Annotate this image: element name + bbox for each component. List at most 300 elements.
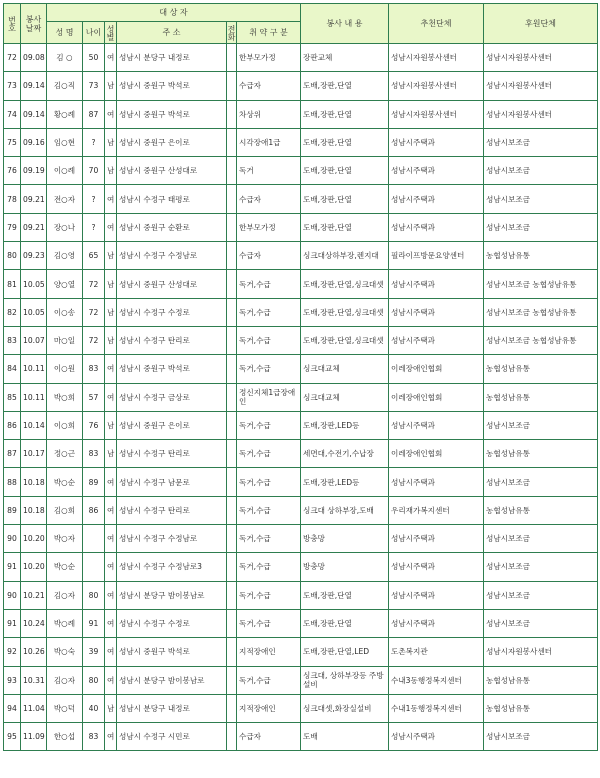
cell-recommender: 성남시주택과 (389, 298, 484, 326)
cell-date: 10.17 (21, 440, 47, 468)
cell-service: 도배,장판,단열 (301, 100, 389, 128)
cell-category: 독거,수급 (237, 270, 301, 298)
table-row (4, 581, 598, 609)
cell-service: 싱크대교체 (301, 383, 389, 411)
table-body (4, 44, 598, 751)
cell-category: 시각장애1급 (237, 128, 301, 156)
table-row (4, 298, 598, 326)
cell-no: 83 (4, 326, 21, 354)
header-no: 번호 (4, 4, 21, 44)
cell-service: 싱크대, 상하부장등 주방설비 (301, 666, 389, 694)
table-row (4, 128, 598, 156)
cell-no: 82 (4, 298, 21, 326)
cell-phone (227, 553, 237, 581)
cell-phone (227, 723, 237, 751)
cell-sex: 여 (105, 723, 117, 751)
cell-name: 박○자 (47, 525, 83, 553)
cell-no: 90 (4, 581, 21, 609)
cell-recommender: 성남시주택과 (389, 723, 484, 751)
cell-service: 도배,장판,단열 (301, 609, 389, 637)
cell-service: 도배,장판,단열 (301, 157, 389, 185)
cell-sponsor: 성남시보조금 (484, 581, 598, 609)
header-age: 나이 (83, 22, 105, 44)
cell-address: 성남시 중원구 은이로 (117, 411, 227, 439)
cell-sex: 여 (105, 525, 117, 553)
cell-address: 성남시 중원구 박석로 (117, 100, 227, 128)
cell-category: 수급자 (237, 242, 301, 270)
cell-sponsor: 성남시보조금 (484, 525, 598, 553)
cell-category: 독거,수급 (237, 468, 301, 496)
cell-age: ? (83, 128, 105, 156)
cell-name: 이○례 (47, 157, 83, 185)
cell-sponsor: 성남시보조금 (484, 609, 598, 637)
cell-sponsor: 성남시보조금 (484, 723, 598, 751)
cell-recommender: 이레장애인협회 (389, 440, 484, 468)
cell-sex: 남 (105, 270, 117, 298)
cell-category: 독거,수급 (237, 440, 301, 468)
table-row (4, 694, 598, 722)
table-row (4, 157, 598, 185)
cell-sex: 남 (105, 326, 117, 354)
cell-sex: 남 (105, 72, 117, 100)
cell-address: 성남시 수정구 수정남로 (117, 525, 227, 553)
table-row (4, 525, 598, 553)
table-row (4, 723, 598, 751)
cell-category: 독거,수급 (237, 581, 301, 609)
cell-sex: 여 (105, 355, 117, 383)
cell-address: 성남시 수정구 수정로 (117, 298, 227, 326)
cell-sponsor: 성남시자원봉사센터 (484, 44, 598, 72)
cell-no: 88 (4, 468, 21, 496)
cell-age: 72 (83, 298, 105, 326)
cell-address: 성남시 중원구 산성대로 (117, 270, 227, 298)
cell-no: 90 (4, 525, 21, 553)
cell-phone (227, 44, 237, 72)
table-row (4, 185, 598, 213)
cell-recommender: 성남시주택과 (389, 581, 484, 609)
table-row (4, 213, 598, 241)
cell-service: 싱크대상하부장,렌지대 (301, 242, 389, 270)
header-recommender: 추천단체 (389, 4, 484, 44)
cell-name: 이○송 (47, 298, 83, 326)
cell-date: 10.21 (21, 581, 47, 609)
cell-name: 박○례 (47, 609, 83, 637)
cell-category: 수급자 (237, 72, 301, 100)
cell-category: 독거,수급 (237, 355, 301, 383)
header-name: 성 명 (47, 22, 83, 44)
cell-sponsor: 농협성남유통 (484, 242, 598, 270)
cell-name: 김○영 (47, 242, 83, 270)
cell-name: 박○숙 (47, 638, 83, 666)
cell-recommender: 성남시주택과 (389, 128, 484, 156)
cell-date: 10.07 (21, 326, 47, 354)
cell-sponsor: 성남시자원봉사센터 (484, 100, 598, 128)
cell-name: 이○희 (47, 411, 83, 439)
table-header (4, 4, 598, 44)
cell-address: 성남시 수정구 금상로 (117, 383, 227, 411)
cell-category: 수급자 (237, 723, 301, 751)
cell-service: 도배,장판,단열,LED (301, 638, 389, 666)
cell-sponsor: 성남시보조금 (484, 128, 598, 156)
cell-address: 성남시 분당구 밤이봉남로 (117, 666, 227, 694)
cell-phone (227, 411, 237, 439)
cell-address: 성남시 중원구 박석로 (117, 72, 227, 100)
header-date: 봉사 날짜 (21, 4, 47, 44)
cell-age: ? (83, 185, 105, 213)
cell-age: 83 (83, 723, 105, 751)
cell-age: 40 (83, 694, 105, 722)
cell-sponsor: 농협성남유통 (484, 355, 598, 383)
cell-category: 지적장애인 (237, 694, 301, 722)
cell-address: 성남시 수정구 탄리로 (117, 440, 227, 468)
cell-sex: 여 (105, 44, 117, 72)
cell-no: 94 (4, 694, 21, 722)
cell-age: ? (83, 213, 105, 241)
cell-recommender: 우리재가복지센터 (389, 496, 484, 524)
cell-phone (227, 213, 237, 241)
cell-sponsor: 농협성남유통 (484, 440, 598, 468)
cell-age: 39 (83, 638, 105, 666)
table-row (4, 355, 598, 383)
cell-address: 성남시 수정구 남문로 (117, 468, 227, 496)
cell-phone (227, 440, 237, 468)
cell-recommender: 성남시주택과 (389, 270, 484, 298)
cell-no: 76 (4, 157, 21, 185)
cell-name: 박○순 (47, 553, 83, 581)
cell-name: 장○나 (47, 213, 83, 241)
cell-sex: 남 (105, 157, 117, 185)
cell-date: 10.05 (21, 270, 47, 298)
cell-name: 김○희 (47, 496, 83, 524)
cell-sex: 여 (105, 185, 117, 213)
cell-sex: 여 (105, 553, 117, 581)
cell-age: 89 (83, 468, 105, 496)
cell-address: 성남시 중원구 산성대로 (117, 157, 227, 185)
cell-recommender: 성남시주택과 (389, 411, 484, 439)
cell-service: 세면대,수전기,수납장 (301, 440, 389, 468)
cell-no: 81 (4, 270, 21, 298)
cell-phone (227, 128, 237, 156)
cell-sponsor: 농협성남유통 (484, 496, 598, 524)
header-category: 취 약 구 분 (237, 22, 301, 44)
table-row (4, 326, 598, 354)
cell-phone (227, 496, 237, 524)
cell-sponsor: 농협성남유통 (484, 694, 598, 722)
cell-age: 83 (83, 440, 105, 468)
cell-no: 80 (4, 242, 21, 270)
cell-sponsor: 성남시보조금 (484, 553, 598, 581)
cell-no: 74 (4, 100, 21, 128)
cell-sex: 남 (105, 298, 117, 326)
cell-name: 마○일 (47, 326, 83, 354)
cell-address: 성남시 수정구 수정남로 (117, 242, 227, 270)
header-sponsor: 후원단체 (484, 4, 598, 44)
cell-sponsor: 성남시보조금 (484, 185, 598, 213)
cell-phone (227, 185, 237, 213)
cell-service: 싱크대 상하부장,도배 (301, 496, 389, 524)
cell-phone (227, 100, 237, 128)
cell-age: 72 (83, 270, 105, 298)
cell-address: 성남시 수정구 수정로 (117, 609, 227, 637)
cell-service: 도배,장판,LED등 (301, 411, 389, 439)
cell-age: 70 (83, 157, 105, 185)
cell-date: 10.31 (21, 666, 47, 694)
cell-recommender: 성남시자원봉사센터 (389, 72, 484, 100)
cell-service: 도배,장판,단열 (301, 185, 389, 213)
header-address: 주 소 (117, 22, 227, 44)
cell-recommender: 성남시주택과 (389, 213, 484, 241)
cell-date: 10.18 (21, 496, 47, 524)
cell-name: 김 ○ (47, 44, 83, 72)
cell-date: 10.24 (21, 609, 47, 637)
cell-sponsor: 성남시보조금 농협성남유통 (484, 326, 598, 354)
cell-age (83, 525, 105, 553)
cell-sponsor: 농협성남유통 (484, 666, 598, 694)
cell-date: 09.23 (21, 242, 47, 270)
cell-phone (227, 383, 237, 411)
cell-name: 김○자 (47, 581, 83, 609)
cell-recommender: 이레장애인협회 (389, 355, 484, 383)
cell-recommender: 수내1동행정복지센터 (389, 694, 484, 722)
table-row (4, 496, 598, 524)
cell-service: 도배 (301, 723, 389, 751)
cell-date: 09.21 (21, 185, 47, 213)
cell-age: 76 (83, 411, 105, 439)
cell-phone (227, 525, 237, 553)
cell-sponsor: 성남시보조금 (484, 411, 598, 439)
cell-category: 독거,수급 (237, 326, 301, 354)
cell-sex: 여 (105, 666, 117, 694)
cell-phone (227, 157, 237, 185)
cell-age: 65 (83, 242, 105, 270)
cell-date: 09.21 (21, 213, 47, 241)
cell-category: 독거,수급 (237, 298, 301, 326)
cell-service: 도배,장판,단열 (301, 72, 389, 100)
cell-date: 10.18 (21, 468, 47, 496)
cell-phone (227, 270, 237, 298)
cell-date: 10.11 (21, 355, 47, 383)
cell-service: 도배,장판,LED등 (301, 468, 389, 496)
cell-recommender: 성남시주택과 (389, 609, 484, 637)
cell-recommender: 성남시주택과 (389, 157, 484, 185)
document-page (3, 3, 597, 751)
cell-category: 독거,수급 (237, 609, 301, 637)
cell-age: 73 (83, 72, 105, 100)
cell-date: 10.14 (21, 411, 47, 439)
cell-recommender: 성남시자원봉사센터 (389, 44, 484, 72)
cell-address: 성남시 중원구 순환로 (117, 213, 227, 241)
cell-address: 성남시 수정구 탄리로 (117, 326, 227, 354)
cell-age: 91 (83, 609, 105, 637)
cell-address: 성남시 수정구 시민로 (117, 723, 227, 751)
header-service: 봉사 내 용 (301, 4, 389, 44)
cell-name: 박○순 (47, 468, 83, 496)
cell-age: 57 (83, 383, 105, 411)
cell-sponsor: 농협성남유통 (484, 383, 598, 411)
cell-service: 도배,장판,단열,싱크대셋 (301, 270, 389, 298)
cell-date: 09.14 (21, 100, 47, 128)
cell-sex: 남 (105, 694, 117, 722)
cell-recommender: 성남시주택과 (389, 525, 484, 553)
cell-address: 성남시 수정구 수정남로3 (117, 553, 227, 581)
cell-recommender: 필라이프방문요양센터 (389, 242, 484, 270)
cell-no: 93 (4, 666, 21, 694)
cell-category: 차상위 (237, 100, 301, 128)
table-row (4, 666, 598, 694)
cell-category: 한부모가정 (237, 213, 301, 241)
cell-phone (227, 72, 237, 100)
cell-date: 11.09 (21, 723, 47, 751)
cell-recommender: 도촌복지관 (389, 638, 484, 666)
cell-category: 독거,수급 (237, 525, 301, 553)
cell-no: 87 (4, 440, 21, 468)
cell-sex: 남 (105, 128, 117, 156)
cell-no: 79 (4, 213, 21, 241)
table-row (4, 440, 598, 468)
cell-address: 성남시 분당구 밤이봉남로 (117, 581, 227, 609)
table-row (4, 383, 598, 411)
cell-no: 92 (4, 638, 21, 666)
header-target-group: 대 상 자 (47, 4, 301, 22)
cell-recommender: 이레장애인협회 (389, 383, 484, 411)
cell-category: 독거,수급 (237, 496, 301, 524)
cell-name: 김○직 (47, 72, 83, 100)
cell-address: 성남시 중원구 은이로 (117, 128, 227, 156)
cell-category: 수급자 (237, 185, 301, 213)
cell-sponsor: 성남시자원봉사센터 (484, 72, 598, 100)
cell-category: 지적장애인 (237, 638, 301, 666)
cell-name: 임○현 (47, 128, 83, 156)
cell-age: 72 (83, 326, 105, 354)
cell-service: 도배,장판,단열 (301, 128, 389, 156)
cell-service: 도배,장판,단열,싱크대셋 (301, 326, 389, 354)
cell-age: 50 (83, 44, 105, 72)
cell-address: 성남시 중원구 박석로 (117, 355, 227, 383)
cell-no: 73 (4, 72, 21, 100)
header-sex: 성별 (105, 22, 117, 44)
cell-sex: 남 (105, 440, 117, 468)
cell-category: 독거,수급 (237, 553, 301, 581)
table-row (4, 72, 598, 100)
cell-no: 86 (4, 411, 21, 439)
cell-service: 방충망 (301, 553, 389, 581)
cell-name: 박○희 (47, 383, 83, 411)
cell-address: 성남시 수정구 탄리로 (117, 496, 227, 524)
cell-recommender: 성남시주택과 (389, 185, 484, 213)
cell-sponsor: 성남시보조금 농협성남유통 (484, 270, 598, 298)
cell-name: 정○근 (47, 440, 83, 468)
cell-no: 85 (4, 383, 21, 411)
cell-sex: 여 (105, 581, 117, 609)
cell-no: 72 (4, 44, 21, 72)
cell-phone (227, 468, 237, 496)
cell-sponsor: 성남시보조금 농협성남유통 (484, 298, 598, 326)
cell-age: 86 (83, 496, 105, 524)
cell-phone (227, 666, 237, 694)
cell-address: 성남시 분당구 내정로 (117, 44, 227, 72)
cell-date: 09.14 (21, 72, 47, 100)
cell-no: 91 (4, 553, 21, 581)
cell-service: 도배,장판,단열 (301, 213, 389, 241)
cell-date: 11.04 (21, 694, 47, 722)
cell-sex: 여 (105, 496, 117, 524)
cell-name: 박○덕 (47, 694, 83, 722)
cell-sponsor: 성남시보조금 (484, 468, 598, 496)
cell-phone (227, 298, 237, 326)
cell-category: 독거,수급 (237, 666, 301, 694)
cell-no: 84 (4, 355, 21, 383)
cell-no: 78 (4, 185, 21, 213)
cell-sex: 여 (105, 609, 117, 637)
cell-address: 성남시 수정구 태평로 (117, 185, 227, 213)
cell-phone (227, 609, 237, 637)
cell-date: 10.26 (21, 638, 47, 666)
cell-sex: 여 (105, 383, 117, 411)
cell-service: 장판교체 (301, 44, 389, 72)
cell-recommender: 성남시주택과 (389, 468, 484, 496)
cell-phone (227, 242, 237, 270)
cell-address: 성남시 분당구 내정로 (117, 694, 227, 722)
cell-age: 80 (83, 581, 105, 609)
cell-name: 전○자 (47, 185, 83, 213)
table-row (4, 553, 598, 581)
cell-no: 89 (4, 496, 21, 524)
table-row (4, 242, 598, 270)
cell-service: 도배,장판,단열,싱크대셋 (301, 298, 389, 326)
cell-age: 80 (83, 666, 105, 694)
cell-sponsor: 성남시보조금 (484, 157, 598, 185)
cell-address: 성남시 중원구 박석로 (117, 638, 227, 666)
cell-sex: 여 (105, 468, 117, 496)
cell-sex: 여 (105, 213, 117, 241)
cell-phone (227, 581, 237, 609)
cell-date: 10.20 (21, 553, 47, 581)
cell-category: 독거,수급 (237, 411, 301, 439)
cell-name: 김○자 (47, 666, 83, 694)
table-row (4, 411, 598, 439)
cell-service: 싱크대교체 (301, 355, 389, 383)
table-row (4, 44, 598, 72)
cell-recommender: 성남시자원봉사센터 (389, 100, 484, 128)
cell-recommender: 수내3동행정복지센터 (389, 666, 484, 694)
cell-category: 한부모가정 (237, 44, 301, 72)
cell-name: 이○원 (47, 355, 83, 383)
table-row (4, 468, 598, 496)
cell-date: 09.16 (21, 128, 47, 156)
table-row (4, 100, 598, 128)
cell-sex: 남 (105, 242, 117, 270)
cell-sex: 남 (105, 411, 117, 439)
cell-date: 10.05 (21, 298, 47, 326)
cell-age: 83 (83, 355, 105, 383)
cell-age (83, 553, 105, 581)
cell-name: 황○례 (47, 100, 83, 128)
cell-service: 방충망 (301, 525, 389, 553)
cell-sex: 여 (105, 100, 117, 128)
cell-phone (227, 694, 237, 722)
cell-service: 도배,장판,단열 (301, 581, 389, 609)
cell-no: 95 (4, 723, 21, 751)
table-row (4, 609, 598, 637)
cell-date: 10.11 (21, 383, 47, 411)
header-phone: 전화 (227, 22, 237, 44)
cell-category: 독거 (237, 157, 301, 185)
cell-age: 87 (83, 100, 105, 128)
service-record-table (3, 3, 598, 751)
cell-name: 한○섭 (47, 723, 83, 751)
cell-date: 09.08 (21, 44, 47, 72)
table-row (4, 270, 598, 298)
